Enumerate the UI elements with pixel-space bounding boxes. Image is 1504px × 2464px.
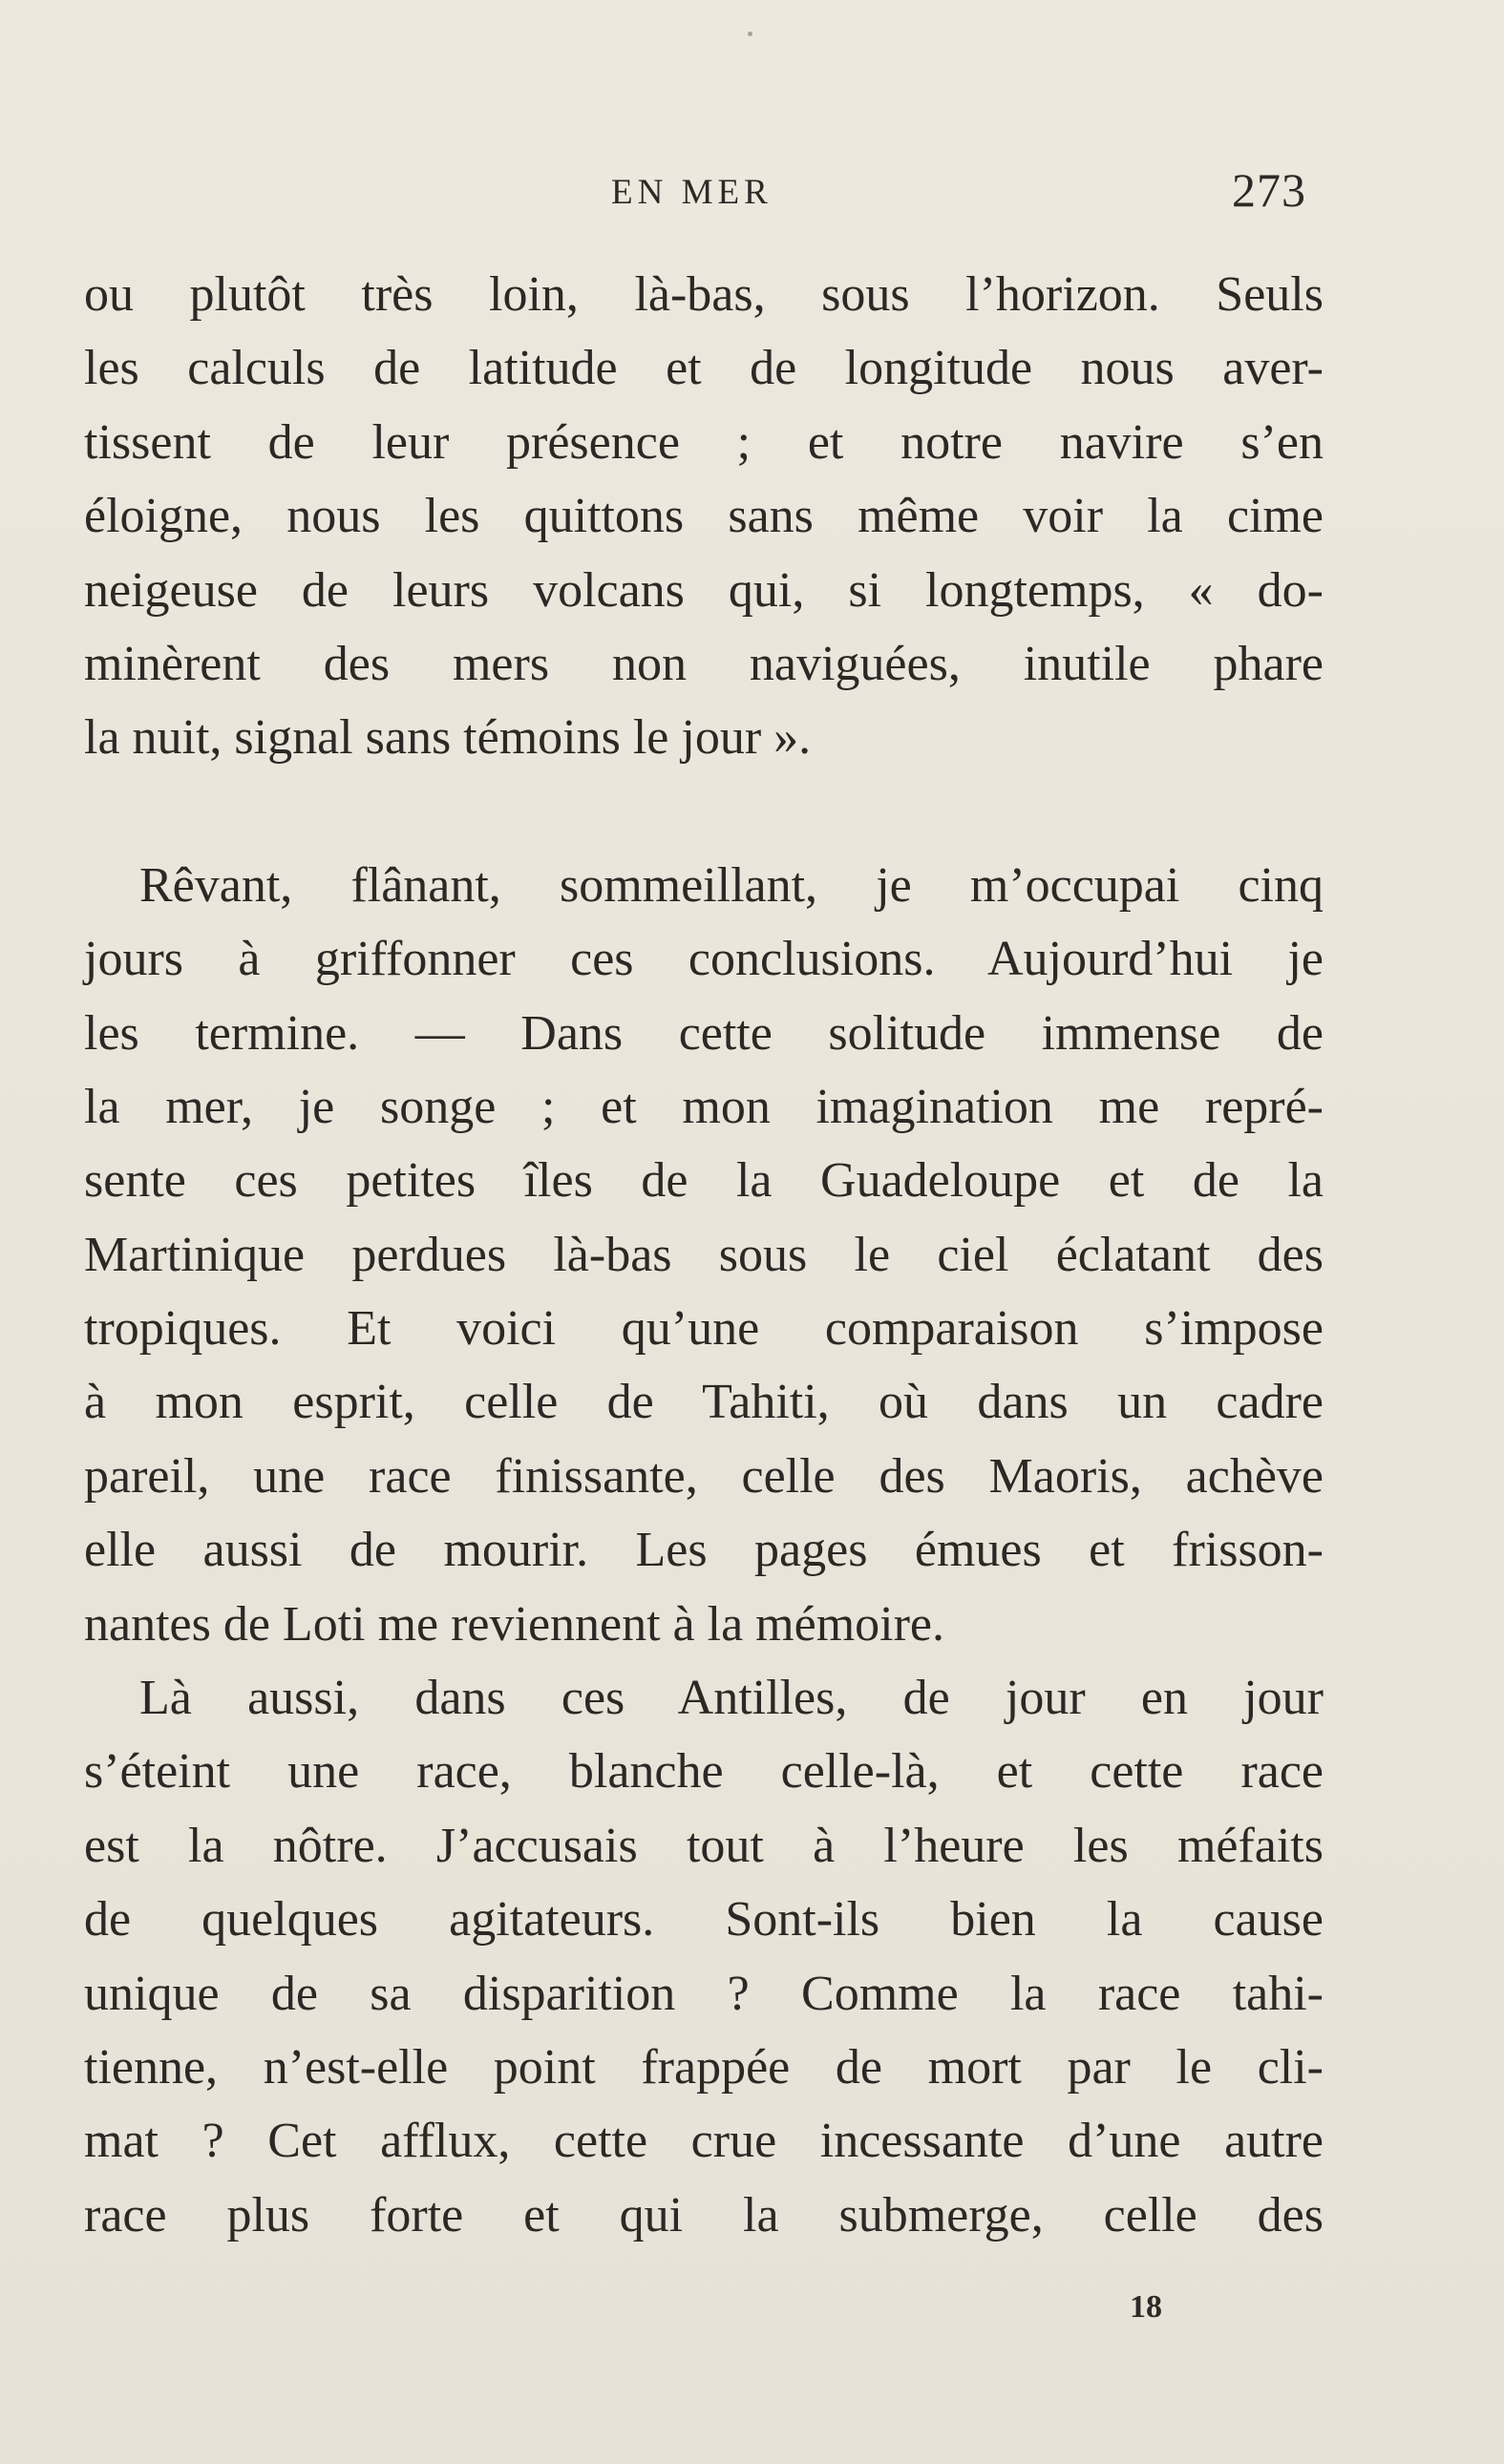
paper-speck (748, 32, 752, 36)
text-line: s’éteint une race, blanche celle-là, et cette race (84, 1744, 1324, 1800)
signature-mark: 18 (1130, 2289, 1162, 2325)
text-line: tropiques. Et voici qu’une comparaison s’impose (84, 1301, 1324, 1357)
paragraph-1 (84, 258, 1324, 775)
text-line: pareil, une race finissante, celle des Maoris, achève (84, 1448, 1324, 1504)
text-line: mat ? Cet afflux, cette crue incessante d’une autre (84, 2114, 1324, 2169)
text-line: éloigne, nous les quittons sans même voir la cime (84, 489, 1324, 544)
body-text (84, 258, 1324, 2252)
text-line: sente ces petites îles de la Guadeloupe et de la (84, 1153, 1324, 1209)
text-line: tienne, n’est-elle point frappée de mort par le cli- (84, 2039, 1324, 2095)
text-line: Rêvant, flânant, sommeillant, je m’occupai cinq (139, 857, 1324, 913)
text-line: neigeuse de leurs volcans qui, si longtemps, « do- (84, 562, 1324, 618)
text-line: la mer, je songe ; et mon imagination me repré- (84, 1079, 1324, 1134)
text-line: tissent de leur présence ; et notre navire s’en (84, 414, 1324, 470)
text-line: jours à griffonner ces conclusions. Aujourd’hui je (84, 932, 1324, 987)
text-line: nantes de Loti me reviennent à la mémoire. (84, 1596, 944, 1652)
paragraph-3 (84, 1661, 1324, 2252)
page-number: 273 (1232, 163, 1306, 217)
running-title: EN MER (611, 173, 773, 212)
text-line: race plus forte et qui la submerge, celle des (84, 2187, 1324, 2243)
text-line: de quelques agitateurs. Sont-ils bien la cause (84, 1892, 1324, 1948)
text-line: Là aussi, dans ces Antilles, de jour en jour (139, 1671, 1324, 1726)
text-line: la nuit, signal sans témoins le jour ». (84, 710, 812, 766)
text-line: est la nôtre. J’accusais tout à l’heure les méfaits (84, 1818, 1324, 1873)
paragraph-gap (84, 775, 1324, 849)
text-line: les termine. — Dans cette solitude immense de (84, 1005, 1324, 1061)
text-line: Martinique perdues là-bas sous le ciel éclatant des (84, 1227, 1324, 1282)
text-line: les calculs de latitude et de longitude nous aver- (84, 341, 1324, 396)
text-line: unique de sa disparition ? Comme la race tahi- (84, 1966, 1324, 2021)
text-line: ou plutôt très loin, là-bas, sous l’horizon. Seuls (84, 267, 1324, 322)
text-line: minèrent des mers non naviguées, inutile phare (84, 636, 1324, 691)
paragraph-2 (84, 849, 1324, 1661)
text-line: à mon esprit, celle de Tahiti, où dans un cadre (84, 1375, 1324, 1430)
text-line: elle aussi de mourir. Les pages émues et frisson- (84, 1523, 1324, 1578)
